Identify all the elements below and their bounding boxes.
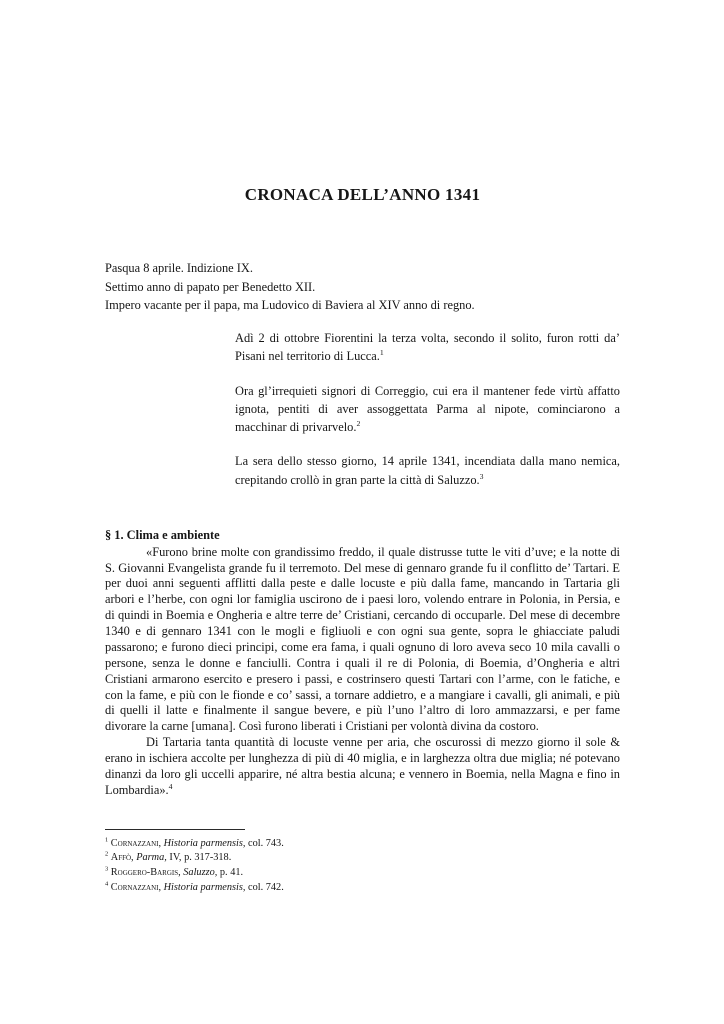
footnote-ref-3: 3 [479, 471, 484, 481]
footnote-number: 3 [105, 865, 109, 873]
quote-text: Ora gl’irrequieti signori di Correggio, cui era il mantener fede virtù affatto ignota, pentiti di aver assoggettata Parma al nipote, cominciarono a macchinar di privarvelo. [235, 383, 620, 435]
section-paragraph-2 [105, 735, 620, 799]
quote-block-1 [235, 329, 620, 365]
intro-line: Settimo anno di papato per Benedetto XII. [105, 279, 316, 294]
section-heading: § 1. Clima e ambiente [105, 527, 220, 542]
page-content [105, 185, 620, 895]
paragraph-text: Di Tartaria tanta quantità di locuste venne per aria, che oscurossi di mezzo giorno il sole & erano in ischiera accolte per lunghezza di più di 40 miglia, e in larghezza oltra due miglia; né potevano dinanzi da loro gli uccelli apparire, né altra bestia alcuna; e vennero in Boemia, nella Magna e fino in Lombardia». [105, 735, 620, 797]
footnote-4 [105, 881, 620, 896]
footnote-ref-2: 2 [356, 418, 361, 428]
footnote-author: Roggero-Bargis, [110, 866, 181, 878]
quote-block-3 [235, 452, 620, 488]
footnote-3 [105, 866, 620, 881]
footnote-ref-4: 4 [168, 781, 173, 791]
intro-block [105, 259, 620, 314]
intro-line: Pasqua 8 aprile. Indizione IX. [105, 261, 253, 276]
footnote-author: Cornazzani, [110, 837, 162, 849]
quote-block-2 [235, 382, 620, 437]
footnote-work-title: Historia parmensis, [163, 881, 246, 893]
footnote-work-title: Parma, [136, 852, 167, 864]
footnote-separator [105, 829, 245, 830]
footnote-work-title: Saluzzo, [183, 866, 218, 878]
quote-text: Adì 2 di ottobre Fiorentini la terza volta, secondo il solito, furon rotti da’ Pisani nel territorio di Lucca. [235, 331, 620, 364]
footnote-detail: col. 742. [248, 881, 284, 893]
footnote-number: 1 [105, 836, 109, 844]
footnote-detail: col. 743. [248, 837, 284, 849]
footnote-1 [105, 837, 620, 852]
footnote-2 [105, 851, 620, 866]
footnotes-section [105, 829, 620, 895]
footnote-author: Affò, [110, 852, 134, 864]
section-paragraph-1: «Furono brine molte con grandissimo freddo, il quale distrusse tutte le viti d’uve; e la notte di S. Giovanni Evangelista grande fu il terremoto. Del mese di gennaro grande fu il conflitto de’ Tartari. E per duoi anni seguenti afflitti dalla peste e dalle locuste e più dalla fame, mancando in Tartaria gli arbori e l’herbe, con ogni lor famiglia uscirono de i paesi loro, volendo entrare in Polonia, in Persia, e di quindi in Boemia e Ongheria e altre terre de’ Cristiani, cercando di occuparle. Del mese di decembre 1340 e di gennaro 1341 con le mogli e figliuoli e con ogni sua gente, sopra le ghiacciate paludi passarono; e furono dieci principi, come era fama, i quali ognuno di loro aveva seco 10 mila cavalli o persone, senza le donne e fanciulli. Contra i quali il re di Polonia, di Boemia, d’Ongheria e altri Cristiani armarono esercito e presero i passi, e costrinsero questi Tartari con l’arme, con le fatiche, e con la fame, e più con le fionde e co’ sassi, a tornare addietro, e a mangiare i cavalli, gli animali, e più di quelli il latte e finalmente il sangue bevere, e più l’uno l’altro di loro ammazzarsi, e per fame divorare la carne [umana]. Così furono liberati i Cristiani per volontà divina da costoro. [105, 544, 620, 734]
quote-text: La sera dello stesso giorno, 14 aprile 1341, incendiata dalla mano nemica, crepitando crollò in gran parte la città di Saluzzo. [235, 454, 620, 487]
intro-line: Impero vacante per il papa, ma Ludovico di Baviera al XIV anno di regno. [105, 297, 475, 312]
footnote-number: 4 [105, 880, 109, 888]
footnote-author: Cornazzani, [110, 881, 162, 893]
footnote-work-title: Historia parmensis, [163, 837, 246, 849]
footnote-detail: IV, p. 317-318. [169, 852, 232, 864]
footnote-number: 2 [105, 850, 109, 858]
page-title: CRONACA DELL’ANNO 1341 [244, 185, 481, 204]
footnote-detail: p. 41. [219, 866, 244, 878]
footnote-ref-1: 1 [379, 348, 384, 358]
